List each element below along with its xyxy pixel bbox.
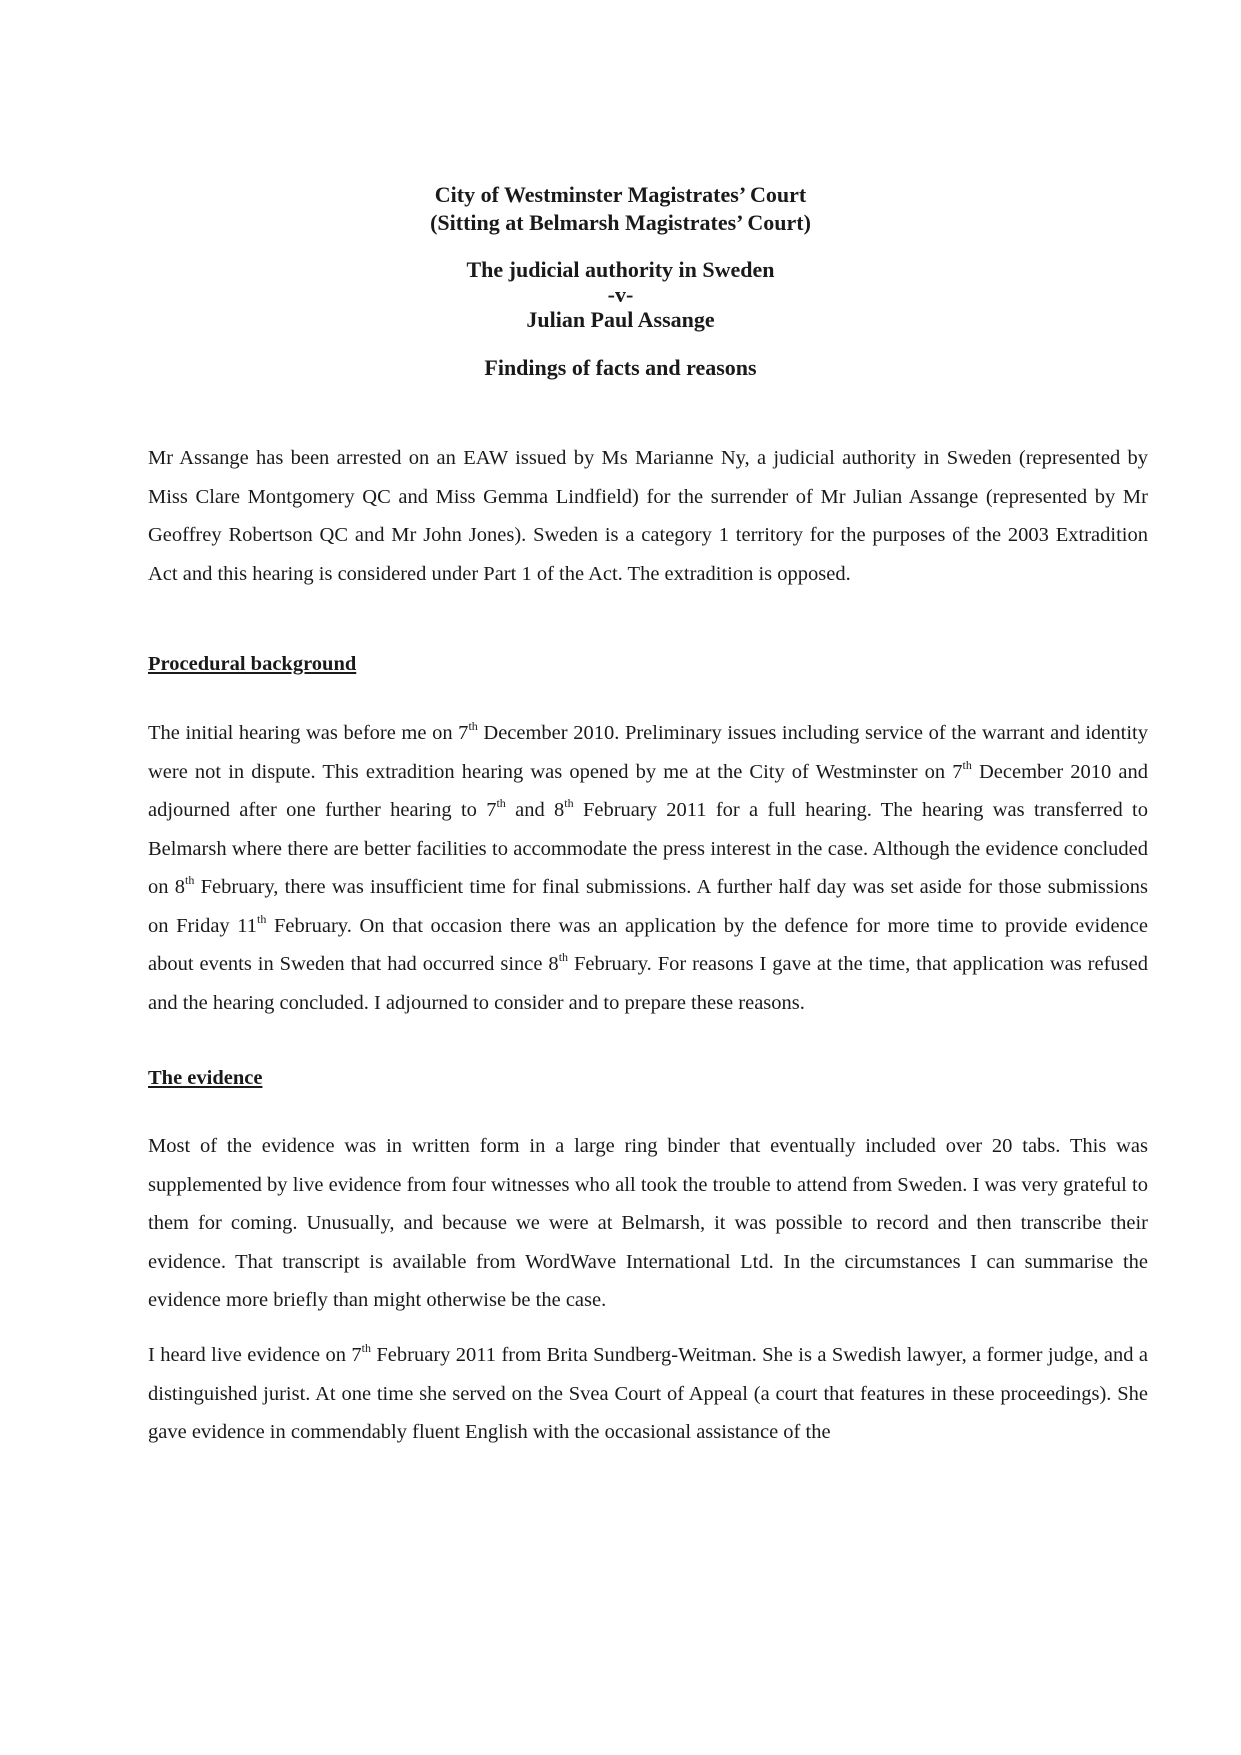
party-respondent: Julian Paul Assange (526, 307, 715, 332)
party-applicant: The judicial authority in Sweden (466, 257, 775, 282)
section-heading-the-evidence: The evidence (148, 1067, 263, 1089)
ordinal-suffix: th (558, 950, 569, 964)
ordinal-suffix: th (257, 911, 267, 926)
ordinal-suffix: th (962, 757, 972, 772)
ordinal-suffix: th (468, 719, 478, 733)
document-title-text: Findings of facts and reasons (484, 355, 757, 380)
case-parties (0, 256, 1241, 334)
court-heading (0, 181, 1241, 237)
intro-paragraph: Mr Assange has been arrested on an EAW issued by Ms Marianne Ny, a judicial authority in Sweden (represented by Miss Clare Montgomery QC and Miss Gemma Lindfield) for the surrender of Mr Julian Assange (represented by Mr Geoffrey Robertson QC and Mr John Jones). Sweden is a category 1 territory for the purposes of the 2003 Extradition Act and this hearing is considered under Part 1 of the Act. The extradition is opposed. (148, 447, 1148, 585)
procedural-paragraph: The initial hearing was before me on 7th December 2010. Preliminary issues including service of the warrant and identity were not in dispute. This extradition hearing was opened by me at the City of Westminster on 7th December 2010 and adjourned after one further hearing to 7th and 8th February 2011 for a full hearing. The hearing was transferred to Belmarsh where there are better facilities to accommodate the press interest in the case. Although the evidence concluded on 8th February, there was insufficient time for final submissions. A further half day was set aside for those submissions on Friday 11th February. On that occasion there was an application by the defence for more time to provide evidence about events in Sweden that had occurred since 8th February. For reasons I gave at the time, that application was refused and the hearing concluded. I adjourned to consider and to prepare these reasons. (148, 719, 1148, 1014)
section-heading-procedural-background: Procedural background (148, 653, 357, 675)
ordinal-suffix: th (496, 796, 506, 810)
versus-marker: -v- (607, 282, 634, 307)
court-sitting-location: (Sitting at Belmarsh Magistrates’ Court) (430, 210, 811, 235)
evidence-paragraph-2: I heard live evidence on 7th February 2011 from Brita Sundberg-Weitman. She is a Swedish lawyer, a former judge, and a distinguished jurist. At one time she served on the Svea Court of Appeal (a court that features in these proceedings). She gave evidence in commendably fluent English with the occasional assistance of the (148, 1341, 1148, 1443)
document-title (0, 354, 1241, 382)
ordinal-suffix: th (185, 873, 195, 887)
ordinal-suffix: th (564, 796, 574, 810)
ordinal-suffix: th (361, 1341, 372, 1355)
evidence-paragraph-1: Most of the evidence was in written form in a large ring binder that eventually included over 20 tabs. This was supplemented by live evidence from four witnesses who all took the trouble to attend from Sweden. I was very grateful to them for coming. Unusually, and because we were at Belmarsh, it was possible to record and then transcribe their evidence. That transcript is available from WordWave International Ltd. In the circumstances I can summarise the evidence more briefly than might otherwise be the case. (148, 1135, 1148, 1311)
court-name: City of Westminster Magistrates’ Court (434, 182, 807, 207)
